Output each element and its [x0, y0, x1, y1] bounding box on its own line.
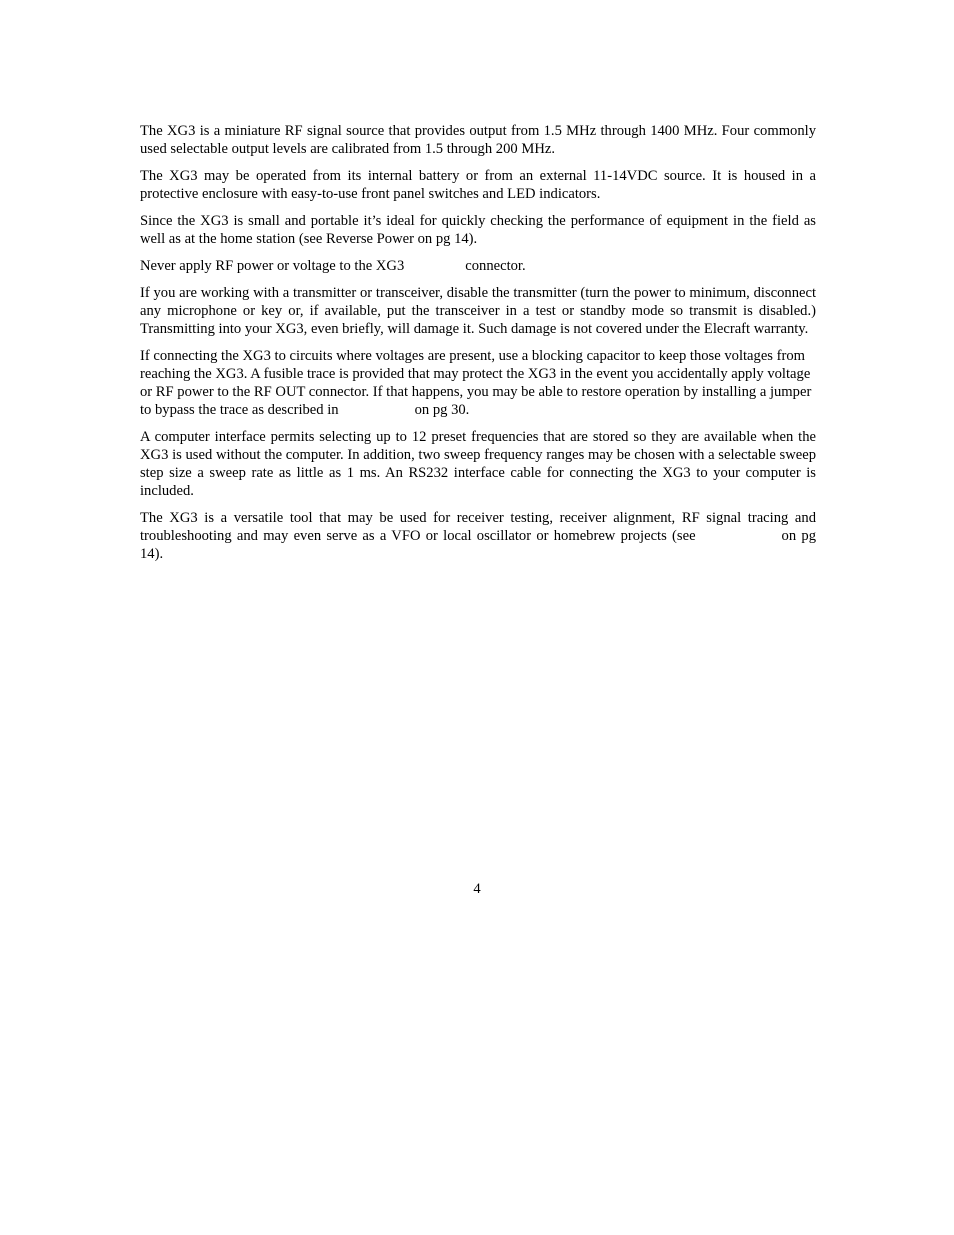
- page-number: 4: [473, 881, 481, 897]
- intro-paragraph: [140, 122, 816, 158]
- warning-text-before: Never apply RF power or voltage to the XG3: [140, 258, 405, 274]
- portability-paragraph: [140, 212, 816, 248]
- computer-interface-paragraph: [140, 428, 816, 500]
- computer-interface-text: A computer interface permits selecting up to 12 preset frequencies that are stored so they are available when the XG3 is used without the computer. In addition, two sweep frequency ranges may be chosen with a selectable sweep step size a sweep rate as little as 1 ms. An RS232 interface cable for connecting the XG3 to your computer is included.: [140, 429, 816, 499]
- intro-text: The XG3 is a miniature RF signal source that provides output from 1.5 MHz through 1400 MHz. Four commonly used selectable output levels are calibrated from 1.5 through 200 MHz.: [140, 123, 816, 157]
- document-body: [140, 122, 816, 572]
- warning-text-after: connector.: [465, 258, 526, 274]
- voltage-paragraph: [140, 347, 816, 419]
- portability-text: Since the XG3 is small and portable it’s ideal for quickly checking the performance of equipment in the field as well as at the home station (see Reverse Power on pg 14).: [140, 213, 816, 247]
- power-text: The XG3 may be operated from its internal battery or from an external 11-14VDC source. It is housed in a protective enclosure with easy-to-use front panel switches and LED indicators.: [140, 168, 816, 202]
- versatility-text-before: The XG3 is a versatile tool that may be used for receiver testing, receiver alignment, RF signal tracing and troubleshooting and may even serve as a VFO or local oscillator or homebrew projects (see: [140, 510, 816, 544]
- versatility-paragraph: [140, 509, 816, 563]
- power-paragraph: [140, 167, 816, 203]
- transmitter-text: If you are working with a transmitter or transceiver, disable the transmitter (turn the power to minimum, disconnect any microphone or key or, if available, put the transceiver in a test or standby mode so transmit is disabled.) Transmitting into your XG3, even briefly, will damage it. Such damage is not covered under the Elecraft warranty.: [140, 285, 816, 337]
- transmitter-paragraph: [140, 284, 816, 338]
- versatility-text-after: on pg 14).: [140, 528, 816, 562]
- voltage-text-before: If connecting the XG3 to circuits where voltages are present, use a blocking capacitor to keep those voltages from reaching the XG3. A fusible trace is provided that may protect the XG3 in the event you accidentally apply voltage or RF power to the RF OUT connector. If that happens, you may be able to restore operation by installing a jumper to bypass the trace as described in: [140, 348, 812, 418]
- warning-paragraph: [140, 257, 816, 275]
- voltage-text-after: on pg 30.: [414, 402, 470, 418]
